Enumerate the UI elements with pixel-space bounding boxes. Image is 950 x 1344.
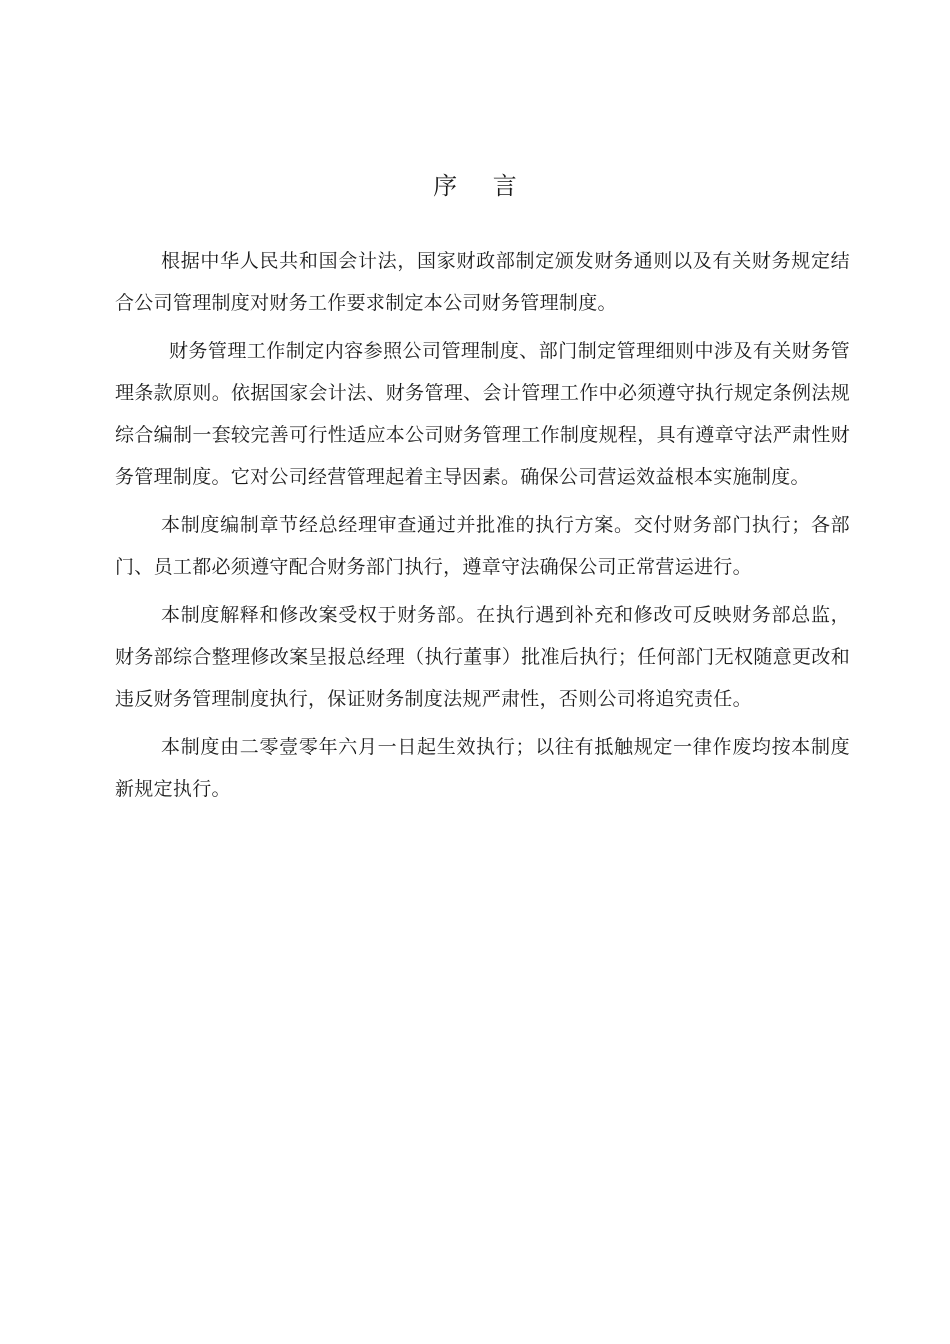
document-body: [115, 240, 850, 816]
paragraph-3: 本制度编制章节经总经理审查通过并批准的执行方案。交付财务部门执行；各部门、员工都必须遵守配合财务部门执行，遵章守法确保公司正常营运进行。: [115, 514, 850, 578]
paragraph-4: 本制度解释和修改案受权于财务部。在执行遇到补充和修改可反映财务部总监，财务部综合整理修改案呈报总经理（执行董事）批准后执行；任何部门无权随意更改和违反财务管理制度执行，保证财务制度法规严肃性，否则公司将追究责任。: [115, 604, 850, 710]
paragraph-2: 财务管理工作制定内容参照公司管理制度、部门制定管理细则中涉及有关财务管理条款原则。依据国家会计法、财务管理、会计管理工作中必须遵守执行规定条例法规综合编制一套较完善可行性适应本公司财务管理工作制度规程，具有遵章守法严肃性财务管理制度。它对公司经营管理起着主导因素。确保公司营运效益根本实施制度。: [115, 340, 850, 488]
document-title: 序 言: [433, 172, 531, 200]
paragraph-1: 根据中华人民共和国会计法，国家财政部制定颁发财务通则以及有关财务规定结合公司管理制度对财务工作要求制定本公司财务管理制度。: [115, 250, 850, 314]
paragraph-5: 本制度由二零壹零年六月一日起生效执行；以往有抵触规定一律作废均按本制度新规定执行。: [115, 736, 850, 800]
